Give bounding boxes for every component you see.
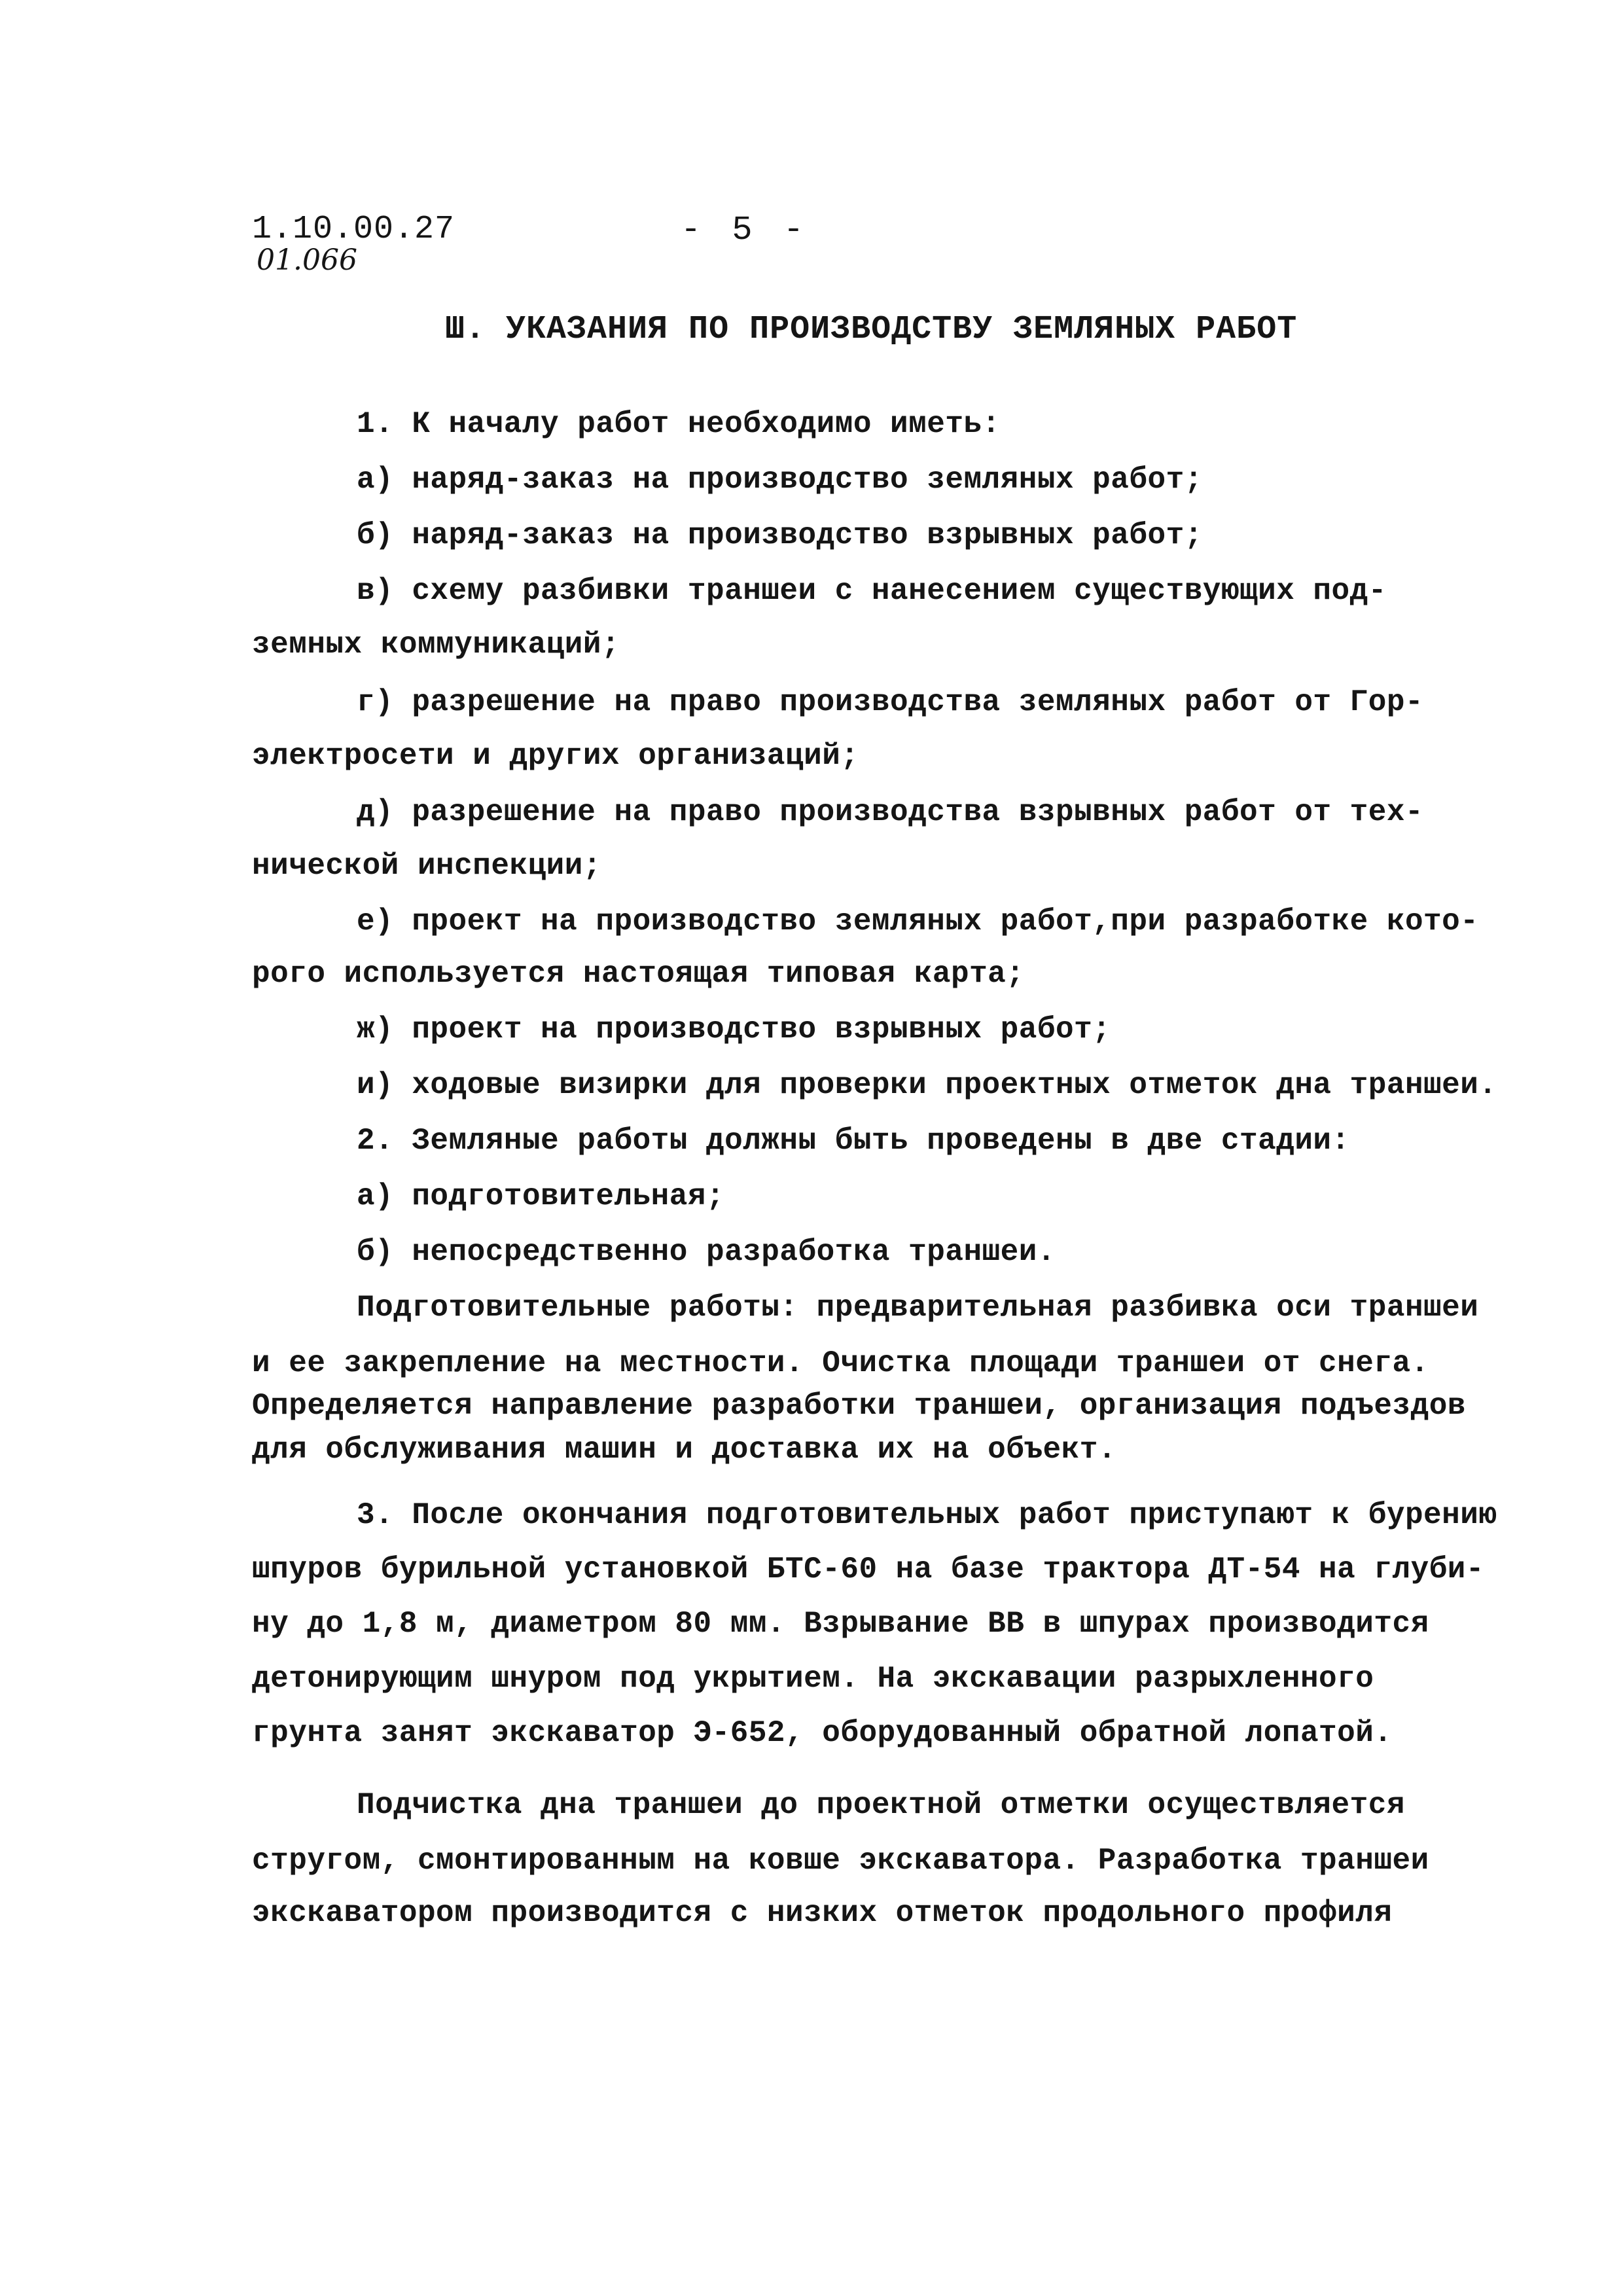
- text-line: нической инспекции;: [252, 849, 601, 883]
- text-line: шпуров бурильной установкой БТС-60 на базе трактора ДТ-54 на глуби-: [252, 1552, 1485, 1587]
- text-line: а) подготовительная;: [357, 1179, 725, 1213]
- handwritten-note: 01.066: [257, 243, 357, 277]
- text-line: в) схему разбивки траншеи с нанесением существующих под-: [357, 574, 1387, 608]
- text-line: Подчистка дна траншеи до проектной отметки осуществляется: [357, 1788, 1405, 1822]
- text-line: г) разрешение на право производства земляных работ от Гор-: [357, 685, 1424, 719]
- text-line: Определяется направление разработки траншеи, организация подъездов: [252, 1389, 1466, 1423]
- text-line: 3. После окончания подготовительных работ приступают к бурению: [357, 1498, 1497, 1532]
- text-line: е) проект на производство земляных работ,при разработке кото-: [357, 905, 1479, 939]
- text-line: ж) проект на производство взрывных работ;: [357, 1013, 1111, 1047]
- section-title: Ш. УКАЗАНИЯ ПО ПРОИЗВОДСТВУ ЗЕМЛЯНЫХ РАБОТ: [445, 311, 1298, 348]
- text-line: рого используется настоящая типовая карта;: [252, 957, 1025, 991]
- text-line: земных коммуникаций;: [252, 628, 620, 662]
- text-line: б) наряд-заказ на производство взрывных работ;: [357, 518, 1203, 552]
- text-line: стругом, смонтированным на ковше экскаватора. Разработка траншеи: [252, 1844, 1429, 1878]
- text-line: для обслуживания машин и доставка их на объект.: [252, 1433, 1116, 1467]
- text-line: электросети и других организаций;: [252, 739, 859, 773]
- page-number: - 5 -: [681, 211, 810, 249]
- text-line: д) разрешение на право производства взрывных работ от тех-: [357, 795, 1424, 829]
- text-line: а) наряд-заказ на производство земляных работ;: [357, 463, 1203, 497]
- document-code: 1.10.00.27: [252, 211, 455, 248]
- text-line: ну до 1,8 м, диаметром 80 мм. Взрывание ВВ в шпурах производится: [252, 1607, 1429, 1641]
- text-line: и) ходовые визирки для проверки проектных отметок дна траншеи.: [357, 1068, 1497, 1102]
- text-line: экскаватором производится с низких отметок продольного профиля: [252, 1896, 1393, 1930]
- text-line: грунта занят экскаватор Э-652, оборудованный обратной лопатой.: [252, 1716, 1393, 1750]
- text-line: детонирующим шнуром под укрытием. На экскавации разрыхленного: [252, 1662, 1374, 1696]
- text-line: б) непосредственно разработка траншеи.: [357, 1235, 1056, 1269]
- text-line: Подготовительные работы: предварительная разбивка оси траншеи: [357, 1291, 1479, 1325]
- text-line: 1. К началу работ необходимо иметь:: [357, 407, 1001, 441]
- text-line: 2. Земляные работы должны быть проведены в две стадии:: [357, 1124, 1350, 1158]
- text-line: и ее закрепление на местности. Очистка площади траншеи от снега.: [252, 1346, 1429, 1380]
